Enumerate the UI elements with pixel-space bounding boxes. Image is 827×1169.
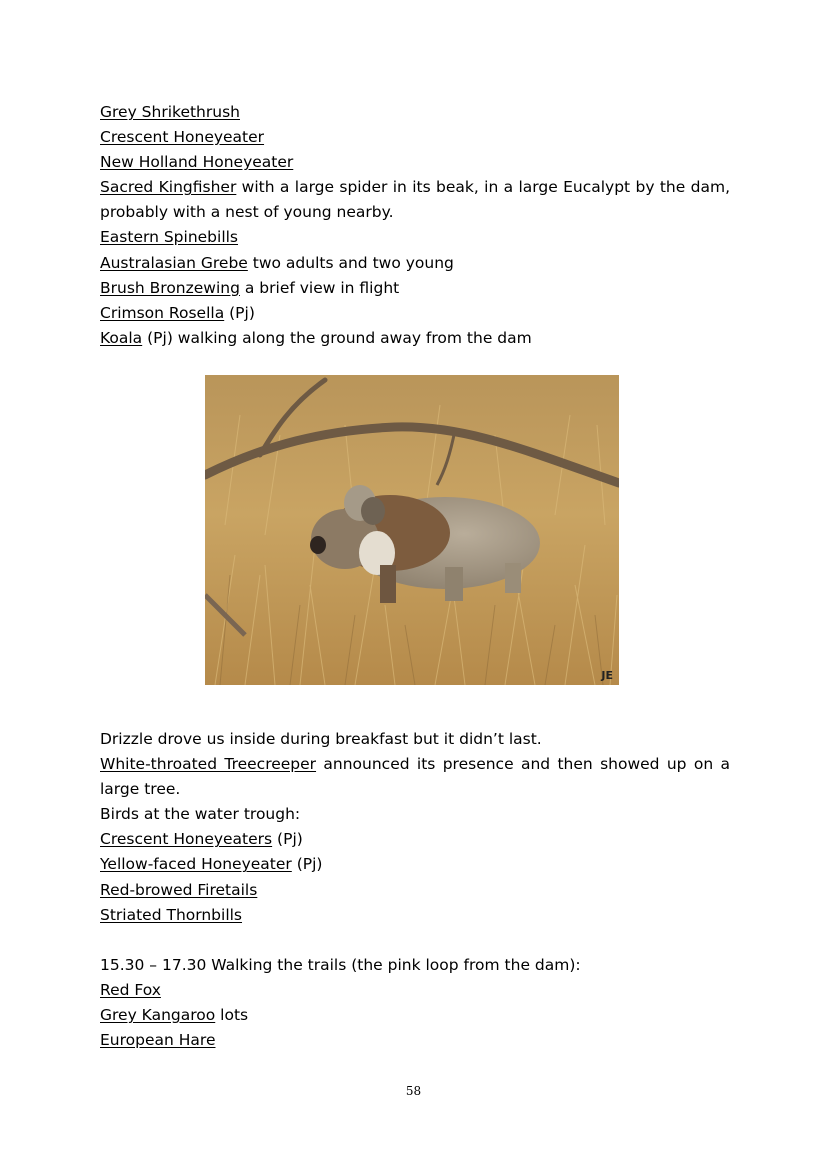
list-item	[100, 175, 730, 225]
species-name: Grey Kangaroo	[100, 1006, 216, 1025]
species-note: (Pj)	[291, 855, 323, 874]
sightings-list-2	[100, 727, 730, 928]
species-name: European Hare	[100, 1031, 216, 1050]
species-note: two adults and two young	[247, 253, 454, 272]
list-item	[100, 326, 730, 351]
species-note: with a large spider in its beak, in a large Eucalypt by the dam, probably with a nest of young nearby.	[100, 178, 730, 222]
species-name: White-throated Treecreeper	[100, 755, 317, 774]
species-name: Striated Thornbills	[100, 905, 243, 924]
sightings-list-1	[100, 100, 730, 351]
species-name: Crescent Honeyeater	[100, 128, 265, 147]
species-name: Crimson Rosella	[100, 303, 225, 322]
page-number: 58	[405, 1084, 422, 1098]
paragraph: Drizzle drove us inside during breakfast but it didn’t last.	[100, 730, 542, 748]
photo-credit: JE	[601, 669, 613, 682]
species-name: Eastern Spinebills	[100, 228, 239, 247]
species-note: lots	[215, 1006, 249, 1025]
section-heading: 15.30 – 17.30 Walking the trails (the pink loop from the dam):	[100, 956, 581, 974]
list-item	[100, 752, 730, 802]
species-note: (Pj)	[224, 303, 255, 322]
koala-photo-illustration	[205, 375, 619, 685]
species-note: (Pj) walking along the ground away from the dam	[142, 328, 532, 347]
sightings-list-3	[100, 953, 730, 1053]
list-item	[100, 100, 730, 125]
list-item	[100, 301, 730, 326]
list-item	[100, 125, 730, 150]
species-name: Crescent Honeyeaters	[100, 830, 273, 849]
species-note: a brief view in flight	[239, 278, 400, 297]
species-name: Red Fox	[100, 981, 161, 1000]
list-item	[100, 1028, 730, 1053]
species-note: announced its presence and then showed up on a large tree.	[100, 755, 731, 799]
subheading: Birds at the water trough:	[100, 805, 301, 824]
species-name: New Holland Honeyeater	[100, 153, 294, 172]
species-name: Red-browed Firetails	[100, 880, 258, 899]
species-name: Yellow-faced Honeyeater	[100, 855, 292, 874]
list-item	[100, 827, 730, 852]
list-item	[100, 878, 730, 903]
list-item	[100, 978, 730, 1003]
species-name: Australasian Grebe	[100, 253, 248, 272]
species-name: Koala	[100, 328, 143, 347]
list-item	[100, 251, 730, 276]
species-note: (Pj)	[272, 830, 303, 849]
list-item	[100, 276, 730, 301]
species-name: Grey Shrikethrush	[100, 103, 240, 121]
list-item	[100, 225, 730, 250]
list-item	[100, 1003, 730, 1028]
species-name: Brush Bronzewing	[100, 278, 240, 297]
list-item	[100, 852, 730, 877]
koala-photo	[205, 375, 619, 685]
list-item	[100, 150, 730, 175]
list-item	[100, 903, 730, 928]
species-name: Sacred Kingfisher	[100, 178, 237, 197]
